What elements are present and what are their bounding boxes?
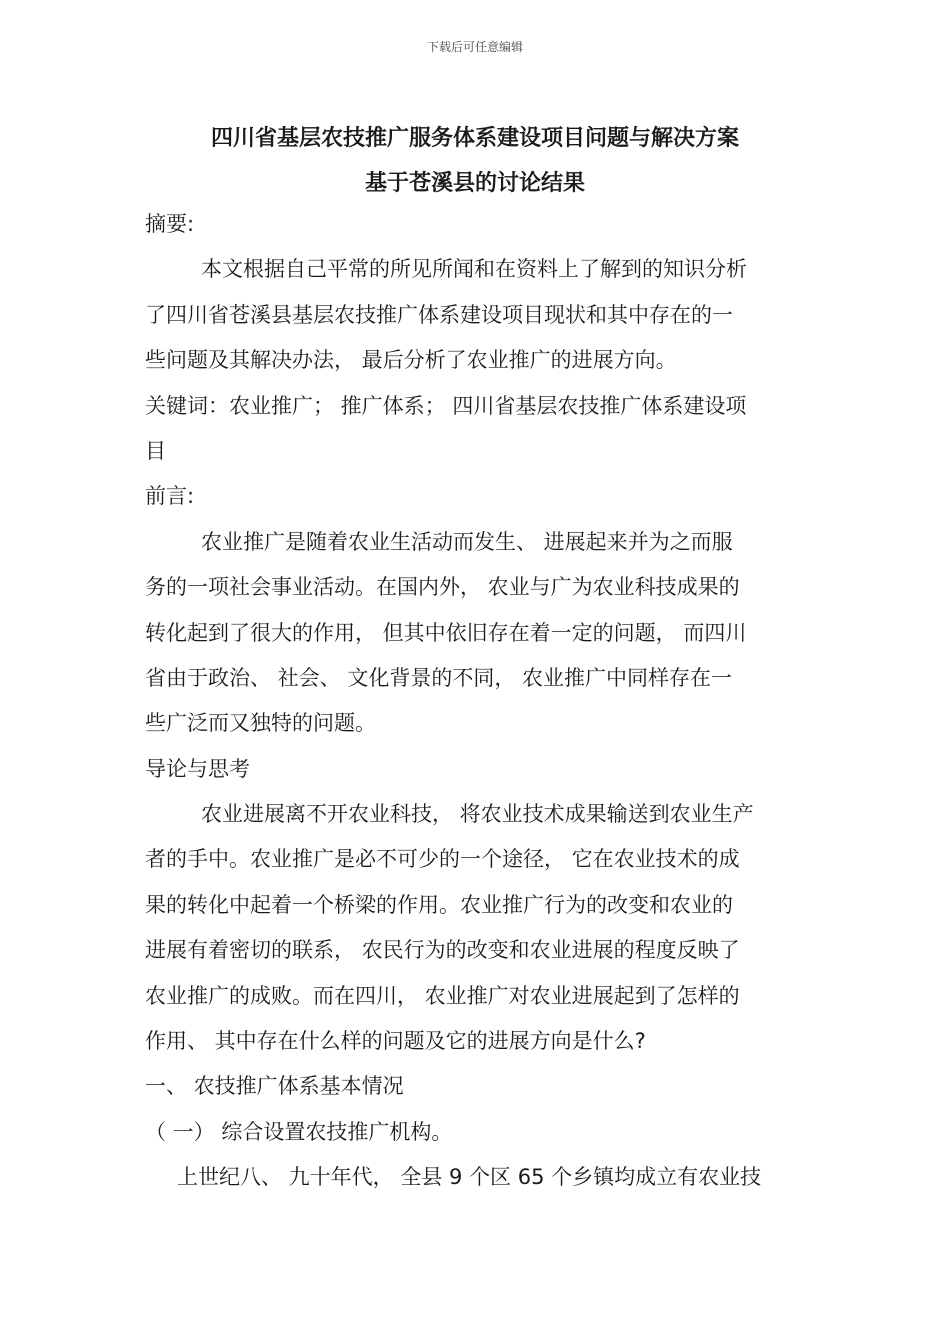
document-subtitle: 基于苍溪县的讨论结果 — [364, 171, 585, 196]
paragraph-line: 转化起到了很大的作用， 但其中依旧存在着一定的问题， 而四川 — [145, 620, 747, 645]
paragraph-line: 了四川省苍溪县基层农技推广体系建设项目现状和其中存在的一 — [145, 302, 733, 327]
section-heading: 一、 农技推广体系基本情况 — [145, 1074, 404, 1099]
paragraph-line: 农业推广的成败。而在四川， 农业推广对农业进展起到了怎样的 — [145, 983, 740, 1008]
paragraph-line: 果的转化中起着一个桥梁的作用。农业推广行为的改变和农业的 — [145, 892, 733, 917]
document-title: 四川省基层农技推广服务体系建设项目问题与解决方案 — [210, 126, 739, 151]
subsection-heading: （ 一） 综合设置农技推广机构。 — [145, 1119, 453, 1144]
header-note: 下载后可任意编辑 — [426, 40, 523, 54]
section-heading: 导论与思考 — [145, 756, 250, 781]
keywords-line: 关键词：农业推广； 推广体系； 四川省基层农技推广体系建设项 — [145, 393, 747, 418]
paragraph-line: 农业进展离不开农业科技， 将农业技术成果输送到农业生产 — [201, 802, 754, 827]
paragraph-line: 者的手中。农业推广是必不可少的一个途径， 它在农业技术的成 — [145, 847, 740, 872]
document-body — [145, 202, 810, 1201]
abstract-heading: 摘要: — [145, 212, 195, 236]
keywords-line: 目 — [145, 438, 166, 463]
paragraph-line: 省由于政治、 社会、 文化背景的不同， 农业推广中同样存在一 — [145, 665, 733, 690]
paragraph-line: 上世纪八、 九十年代， 全县 9 个区 65 个乡镇均成立有农业技 — [177, 1165, 762, 1190]
preface-heading: 前言: — [145, 484, 195, 509]
paragraph-line: 务的一项社会事业活动。在国内外， 农业与广为农业科技成果的 — [145, 575, 740, 600]
paragraph-line: 作用、 其中存在什么样的问题及它的进展方向是什么? — [145, 1029, 646, 1054]
paragraph-line: 进展有着密切的联系， 农民行为的改变和农业进展的程度反映了 — [145, 938, 740, 963]
paragraph-line: 些问题及其解决办法， 最后分析了农业推广的进展方向。 — [145, 348, 677, 373]
paragraph-line: 农业推广是随着农业生活动而发生、 进展起来并为之而服 — [201, 529, 733, 554]
paragraph-line: 本文根据自己平常的所见所闻和在资料上了解到的知识分析 — [201, 257, 747, 282]
paragraph-line: 些广泛而又独特的问题。 — [145, 711, 376, 736]
